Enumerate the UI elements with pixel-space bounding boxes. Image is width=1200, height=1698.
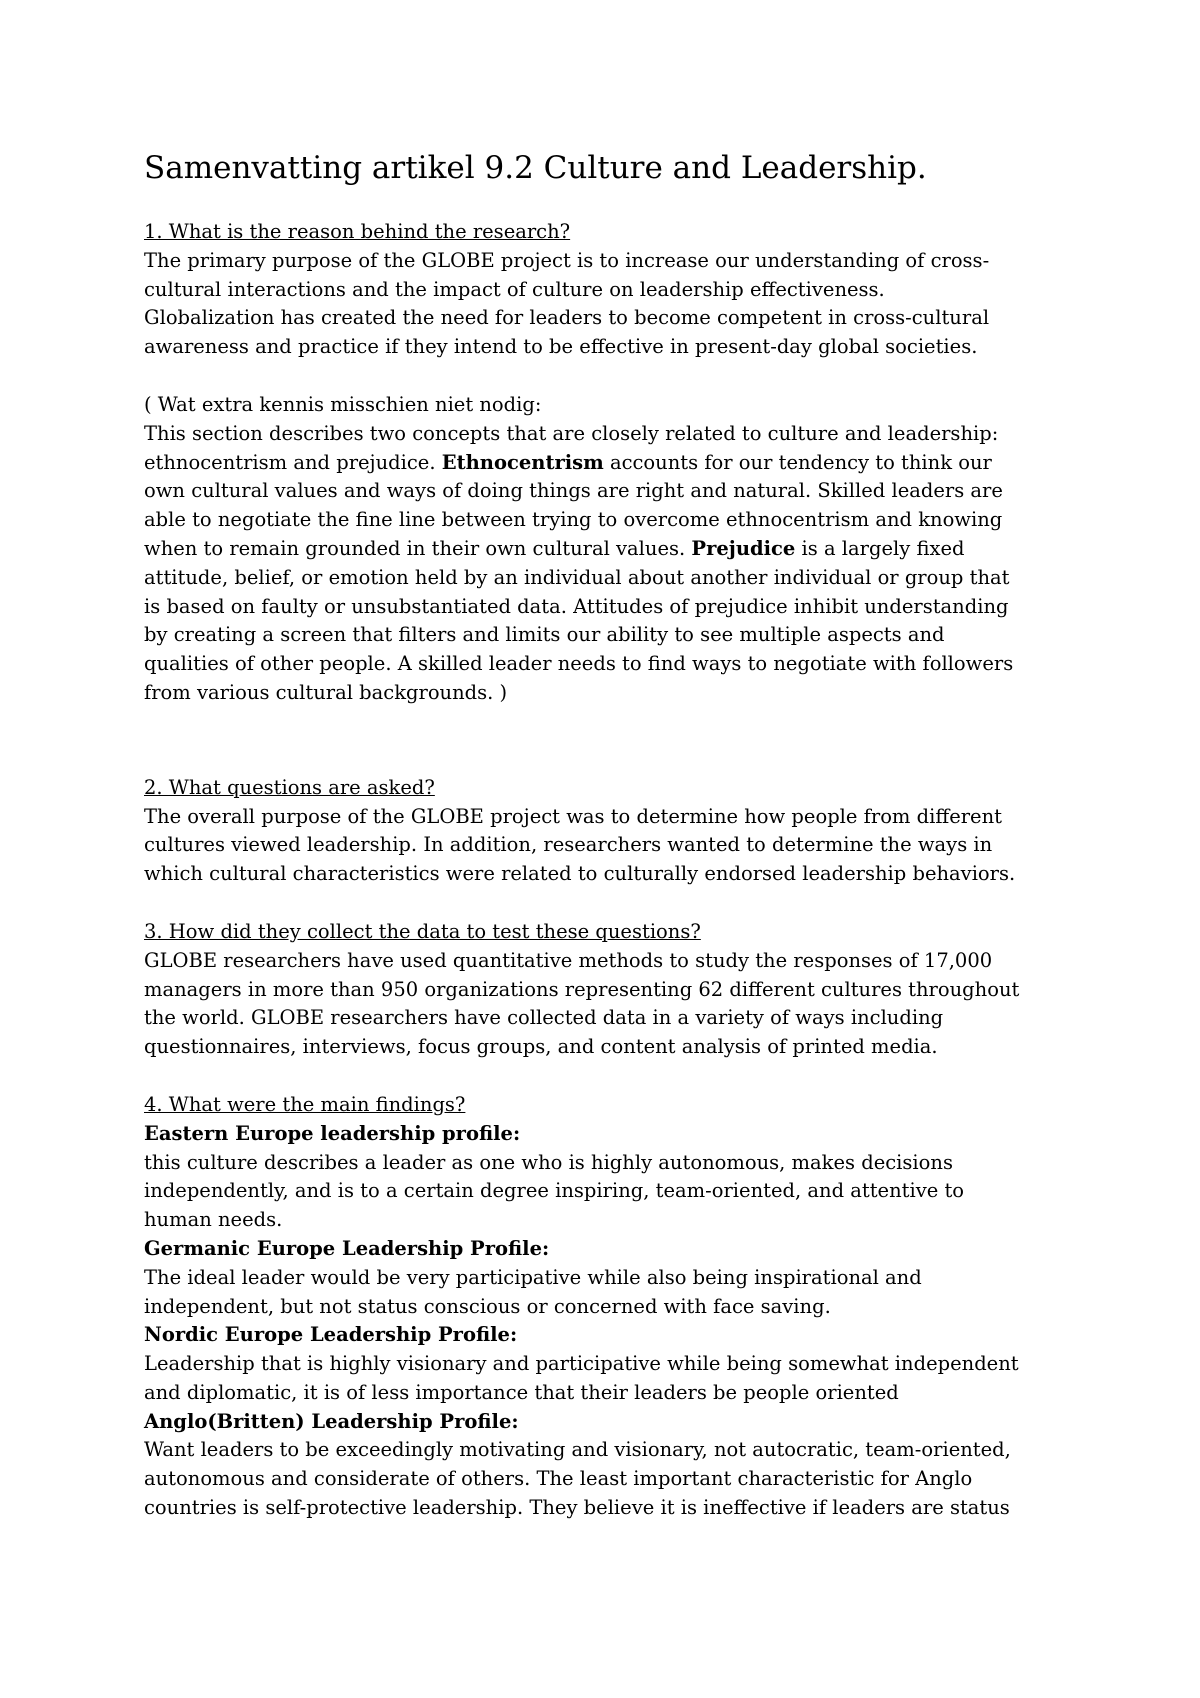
- nordic-europe-heading: Nordic Europe Leadership Profile:: [144, 1323, 518, 1347]
- anglo-line: autonomous and considerate of others. The least important characteristic for Anglo: [144, 1467, 973, 1491]
- section-2-line: The overall purpose of the GLOBE project was to determine how people from different: [144, 804, 1002, 828]
- section-2-line: cultures viewed leadership. In addition, researchers wanted to determine the ways in: [144, 833, 993, 857]
- extra-line: by creating a screen that filters and limits our ability to see multiple aspects and: [144, 623, 945, 647]
- prejudice-term: Prejudice: [691, 536, 796, 560]
- anglo-line: countries is self-protective leadership. They believe it is ineffective if leaders are status: [144, 1496, 1010, 1520]
- section-4-question: 4. What were the main findings?: [144, 1092, 466, 1116]
- document-page: [144, 148, 1084, 1523]
- section-3-line: the world. GLOBE researchers have collected data in a variety of ways including: [144, 1006, 944, 1030]
- section-3-question: 3. How did they collect the data to test these questions?: [144, 919, 701, 943]
- eastern-europe-line: independently, and is to a certain degree inspiring, team-oriented, and attentive to: [144, 1179, 965, 1203]
- section-3-line: GLOBE researchers have used quantitative methods to study the responses of 17,000: [144, 948, 993, 972]
- document-title: Samenvatting artikel 9.2 Culture and Leadership.: [144, 150, 927, 186]
- germanic-europe-heading: Germanic Europe Leadership Profile:: [144, 1236, 550, 1260]
- germanic-europe-line: The ideal leader would be very participative while also being inspirational and: [144, 1265, 922, 1289]
- germanic-europe-line: independent, but not status conscious or concerned with face saving.: [144, 1294, 831, 1318]
- extra-line: [144, 449, 1084, 478]
- section-3: [144, 918, 1084, 1062]
- section-2: [144, 774, 1084, 889]
- section-1-line: Globalization has created the need for leaders to become competent in cross-cultural: [144, 306, 990, 330]
- extra-line: own cultural values and ways of doing things are right and natural. Skilled leaders are: [144, 479, 1003, 503]
- anglo-heading: Anglo(Britten) Leadership Profile:: [144, 1409, 519, 1433]
- anglo-line: Want leaders to be exceedingly motivating and visionary, not autocratic, team-oriented,: [144, 1438, 1011, 1462]
- extra-text: ethnocentrism and prejudice.: [144, 450, 442, 474]
- section-1-question: 1. What is the reason behind the research?: [144, 220, 571, 243]
- section-2-line: which cultural characteristics were related to culturally endorsed leadership behaviors.: [144, 862, 1016, 886]
- extra-line: from various cultural backgrounds. ): [144, 680, 508, 704]
- section-1: [144, 218, 1084, 362]
- section-2-question: 2. What questions are asked?: [144, 775, 435, 799]
- section-3-line: questionnaires, interviews, focus groups, and content analysis of printed media.: [144, 1035, 938, 1059]
- extra-text: is a largely fixed: [795, 536, 965, 560]
- extra-text: when to remain grounded in their own cultural values.: [144, 536, 692, 560]
- extra-line: qualities of other people. A skilled leader needs to find ways to negotiate with followers: [144, 652, 1014, 676]
- ethnocentrism-term: Ethnocentrism: [441, 450, 604, 474]
- extra-line: able to negotiate the fine line between trying to overcome ethnocentrism and knowing: [144, 508, 1003, 532]
- extra-line: attitude, belief, or emotion held by an individual about another individual or group that: [144, 565, 1010, 589]
- eastern-europe-line: this culture describes a leader as one who is highly autonomous, makes decisions: [144, 1150, 953, 1174]
- section-1-line: awareness and practice if they intend to be effective in present-day global societies.: [144, 335, 978, 359]
- section-3-line: managers in more than 950 organizations representing 62 different cultures throughout: [144, 977, 1020, 1001]
- section-1-line: cultural interactions and the impact of culture on leadership effectiveness.: [144, 277, 885, 301]
- extra-line: is based on faulty or unsubstantiated data. Attitudes of prejudice inhibit understanding: [144, 594, 1009, 618]
- eastern-europe-heading: Eastern Europe leadership profile:: [144, 1121, 521, 1145]
- nordic-europe-line: and diplomatic, it is of less importance that their leaders be people oriented: [144, 1380, 899, 1404]
- eastern-europe-line: human needs.: [144, 1208, 283, 1232]
- section-4: [144, 1091, 1084, 1523]
- nordic-europe-line: Leadership that is highly visionary and participative while being somewhat independent: [144, 1352, 1019, 1376]
- section-1-line: The primary purpose of the GLOBE project is to increase our understanding of cross-: [144, 248, 990, 272]
- extra-line: This section describes two concepts that are closely related to culture and leadership:: [144, 421, 999, 445]
- extra-heading: ( Wat extra kennis misschien niet nodig:: [144, 392, 542, 416]
- extra-text: accounts for our tendency to think our: [603, 450, 992, 474]
- extra-line: [144, 535, 1084, 564]
- extra-knowledge-block: [144, 391, 1084, 708]
